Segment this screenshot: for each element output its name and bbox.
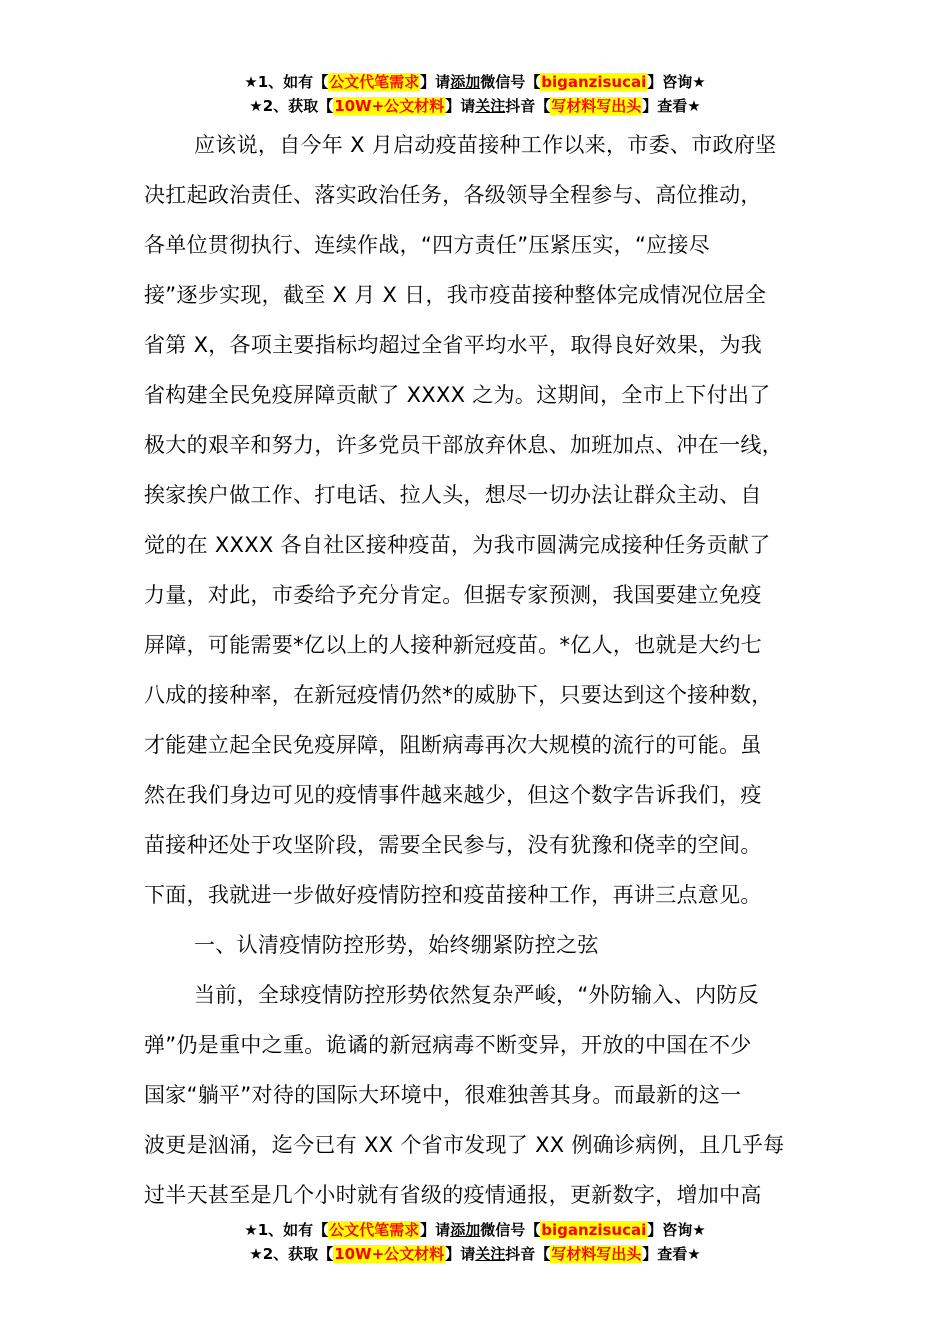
paragraph-line: 极大的艰辛和努力，许多党员干部放弃休息、加班加点、冲在一线， — [144, 433, 783, 457]
paragraph-line: 屏障，可能需要*亿以上的人接种新冠疫苗。*亿人，也就是大约七 — [144, 633, 762, 657]
banner-text: ★1、如有【 — [244, 1221, 329, 1239]
banner-text: 】请 — [420, 1221, 451, 1239]
banner-line-2 — [0, 94, 950, 118]
paragraph-line: 当前，全球疫情防控形势依然复杂严峻，“外防输入、内防反 — [194, 983, 759, 1007]
banner-highlight: 写材料写出头 — [551, 1245, 642, 1263]
header-banner — [0, 70, 950, 118]
banner-text: ★2、获取【 — [249, 1245, 334, 1263]
section-heading: 一、认清疫情防控形势，始终绷紧防控之弦 — [194, 933, 599, 957]
paragraph-line: 八成的接种率，在新冠疫情仍然*的威胁下，只要达到这个接种数， — [144, 683, 773, 707]
paragraph-line: 力量，对此，市委给予充分肯定。但据专家预测，我国要建立免疫 — [144, 583, 762, 607]
paragraph-line: 觉的在 XXXX 各自社区接种疫苗，为我市圆满完成接种任务贡献了 — [144, 533, 771, 557]
paragraph-line: 决扛起政治责任、落实政治任务，各级领导全程参与、高位推动， — [144, 183, 762, 207]
banner-text: ★1、如有【 — [244, 73, 329, 91]
banner-highlight: 10W+公文材料 — [334, 97, 445, 115]
paragraph-line: 省第 X，各项主要指标均超过全省平均水平，取得良好效果，为我 — [144, 333, 763, 357]
paragraph-line: 省构建全民免疫屏障贡献了 XXXX 之为。这期间，全市上下付出了 — [144, 383, 771, 407]
banner-text: 抖音【 — [505, 97, 551, 115]
banner-text: 抖音【 — [505, 1245, 551, 1263]
paragraph-line: 波更是汹涌，迄今已有 XX 个省市发现了 XX 例确诊病例，且几乎每 — [144, 1133, 785, 1157]
paragraph-line: 过半天甚至是几个小时就有省级的疫情通报，更新数字，增加中高 — [144, 1183, 762, 1207]
paragraph-line: 弹”仍是重中之重。诡谲的新冠病毒不断变异，开放的中国在不少 — [144, 1033, 752, 1057]
banner-text: 微信号【 — [480, 73, 541, 91]
banner-text: 】请 — [420, 73, 451, 91]
banner-text: 】咨询★ — [647, 1221, 706, 1239]
banner-text: 】请 — [445, 97, 476, 115]
document-body — [144, 120, 812, 1220]
banner-text: ★2、获取【 — [249, 97, 334, 115]
paragraph-line: 苗接种还处于攻坚阶段，需要全民参与，没有犹豫和侥幸的空间。 — [144, 833, 762, 857]
banner-highlight: 公文代笔需求 — [329, 73, 420, 91]
paragraph-line: 挨家挨户做工作、打电话、拉人头，想尽一切办法让群众主动、自 — [144, 483, 762, 507]
banner-underlined-text: 关注 — [475, 97, 506, 115]
banner-highlight: biganzisucai — [541, 1221, 647, 1239]
banner-line-2 — [0, 1242, 950, 1266]
banner-highlight: biganzisucai — [541, 73, 647, 91]
banner-text: 微信号【 — [480, 1221, 541, 1239]
banner-text: 】咨询★ — [647, 73, 706, 91]
banner-text: 】请 — [445, 1245, 476, 1263]
paragraph-line: 下面，我就进一步做好疫情防控和疫苗接种工作，再讲三点意见。 — [144, 883, 762, 907]
banner-underlined-text: 关注 — [475, 1245, 506, 1263]
banner-highlight: 写材料写出头 — [551, 97, 642, 115]
banner-highlight: 公文代笔需求 — [329, 1221, 420, 1239]
banner-text: 】查看★ — [642, 1245, 701, 1263]
banner-underlined-text: 添加 — [450, 1221, 481, 1239]
paragraph-line: 才能建立起全民免疫屏障，阻断病毒再次大规模的流行的可能。虽 — [144, 733, 762, 757]
paragraph-line: 国家“躺平”对待的国际大环境中，很难独善其身。而最新的这一 — [144, 1083, 742, 1107]
banner-line-1 — [0, 1218, 950, 1242]
banner-line-1 — [0, 70, 950, 94]
paragraph-line: 各单位贯彻执行、连续作战，“四方责任”压紧压实，“应接尽 — [144, 233, 711, 257]
banner-highlight: 10W+公文材料 — [334, 1245, 445, 1263]
banner-underlined-text: 添加 — [450, 73, 481, 91]
footer-banner — [0, 1218, 950, 1266]
paragraph-line: 然在我们身边可见的疫情事件越来越少，但这个数字告诉我们，疫 — [144, 783, 762, 807]
banner-text: 】查看★ — [642, 97, 701, 115]
paragraph-line: 接”逐步实现，截至 X 月 X 日，我市疫苗接种整体完成情况位居全 — [144, 283, 767, 307]
paragraph-line: 应该说，自今年 X 月启动疫苗接种工作以来，市委、市政府坚 — [194, 133, 777, 157]
